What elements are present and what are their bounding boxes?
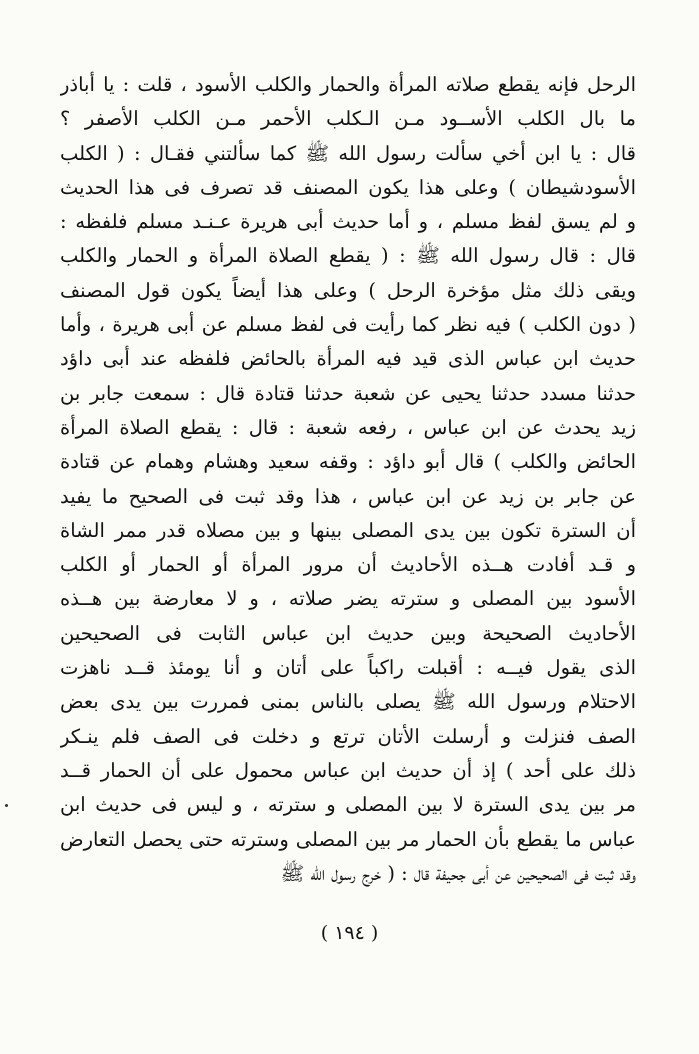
text-line: الأحاديث الصحيحة وبين حديث ابن عباس الثابت فى الصحيحين [60, 621, 636, 645]
text-line: حديث ابن عباس الذى قيد فيه المرأة بالحائض فلفظه عند أبى داؤد [60, 347, 636, 371]
text-line: عباس ما يقطع بأن الحمار مر بين المصلى وسترته حتى يحصل التعارض [60, 827, 636, 851]
text-line: قال : قال رسول الله ﷺ : ( يقطع الصلاة المرأة و الحمار والكلب [60, 244, 636, 268]
margin-ink-dot [5, 804, 8, 807]
text-line: الأسود بين المصلى و سترته يضر صلاته ، و لا معارضة بين هــذه [60, 587, 636, 611]
page-body-text [60, 68, 636, 891]
text-line: الأسودشيطان ) وعلى هذا يكون المصنف قد تصرف فى هذا الحديث [60, 175, 636, 199]
text-line: عن جابر بن زيد عن ابن عباس ، هذا وقد ثبت فى الصحيح ما يفيد [60, 484, 636, 508]
text-line: ما بال الكلب الأســود مـن الـكلب الأحمر مـن الكلب الأصفر ؟ [60, 107, 636, 131]
text-line: الحائض والكلب ) قال أبو داؤد : وقفه سعيد وهشام وهمام عن قتادة [60, 450, 636, 474]
text-line: و قـد أفادت هــذه الأحاديث أن مرور المرأة أو الحمار أو الكلب [60, 553, 636, 577]
text-line: ويقى ذلك مثل مؤخرة الرحل ) وعلى هذا أيضاً يكون قول المصنف [60, 278, 636, 302]
text-line: الرحل فإنه يقطع صلاته المرأة والحمار والكلب الأسود ، قلت : يا أباذر [60, 73, 636, 96]
text-line: قال : يا ابن أخي سألت رسول الله ﷺ كما سألتني فقـال : ( الكلب [60, 141, 636, 165]
text-line: ذلك على أحد ) إذ أن حديث ابن عباس محمول على أن الحمار قــد [60, 758, 636, 782]
text-line: حدثنا مسدد حدثنا يحيى عن شعبة حدثنا قتادة قال : سمعت جابر بن [60, 381, 636, 405]
text-line: ( دون الكلب ) فيه نظر كما رأيت فى لفظ مسلم عن أبى هريرة ، وأما [60, 313, 636, 337]
text-line: الصف فنزلت و أرسلت الأتان ترتع و دخلت فى الصف فلم ينـكر [60, 724, 636, 748]
page-number: ( ١٩٤ ) [320, 922, 379, 944]
text-line: زيد يحدث عن ابن عباس ، رفعه شعبة : قال : يقطع الصلاة المرأة [60, 415, 636, 439]
text-line: و لم يسق لفظ مسلم ، و أما حديث أبى هريرة عـنـد مسلم فلفظه : [60, 210, 636, 234]
text-line: وقد ثبت فى الصحيحين عن أبى جحيفة قال : ( خرج رسول الله ﷺ [280, 861, 636, 885]
text-line: مر بين يدى السترة لا بين المصلى و سترته ، و ليس فى حديث ابن [60, 793, 636, 817]
text-line: الذى يقول فيــه : أقبلت راكباً على أتان و أنا يومئذ قــد ناهزت [60, 656, 636, 680]
text-line: أن السترة تكون بين يدى المصلى بينها و بين مصلاه قدر ممر الشاة [60, 518, 636, 542]
text-line: الاحتلام ورسول الله ﷺ يصلى بالناس بمنى فمررت بين يدى بعض [60, 690, 636, 714]
